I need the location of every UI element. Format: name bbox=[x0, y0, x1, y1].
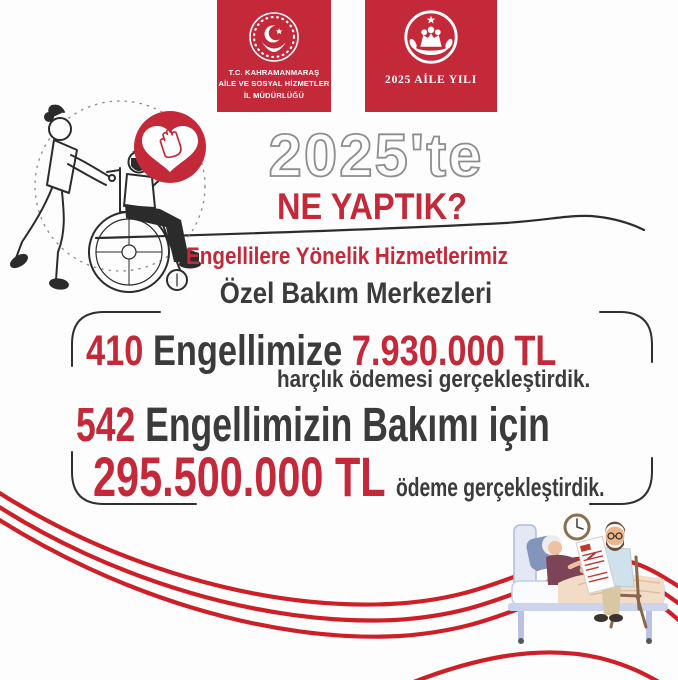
stat3-amount: 295.500.000 TL bbox=[93, 445, 386, 508]
ministry-name-line1: T.C. KAHRAMANMARAŞ bbox=[228, 68, 320, 77]
title-2025te-text: 2025'te bbox=[268, 122, 484, 189]
section-subtitle: Engellilere Yönelik Hizmetlerimiz bbox=[186, 243, 508, 270]
ministry-header-block bbox=[217, 0, 331, 112]
stat2-count: 542 bbox=[76, 399, 136, 452]
title-question: NE YAPTIK? bbox=[277, 186, 467, 227]
stat1-amount: 7.930.000 TL bbox=[351, 327, 557, 375]
ministry-name-line3: İL MÜDÜRLÜĞÜ bbox=[243, 90, 305, 100]
stat2-label: Engellimizin Bakımı için bbox=[145, 399, 550, 452]
ministry-emblem-icon bbox=[248, 10, 300, 64]
family-year-header-block bbox=[365, 0, 497, 112]
stat-line-3 bbox=[93, 444, 604, 509]
stat1-count: 410 bbox=[86, 327, 144, 375]
stat3-note: ödeme gerçekleştirdik. bbox=[395, 472, 605, 502]
section-heading: Özel Bakım Merkezleri bbox=[219, 277, 493, 310]
clock-icon bbox=[565, 515, 589, 539]
family-year-label: 2025 AİLE YILI bbox=[385, 74, 477, 86]
ministry-name-line2: AİLE VE SOSYAL HİZMETLER bbox=[218, 79, 330, 89]
patient-bed-illustration bbox=[500, 505, 678, 655]
stat-line-1-note: harçlık ödemesi gerçekleştirdik. bbox=[276, 366, 590, 393]
family-year-logo-icon bbox=[400, 8, 462, 70]
title-2025te bbox=[0, 116, 678, 192]
stat1-label: Engellimize bbox=[152, 327, 343, 375]
wave-line bbox=[380, 652, 678, 680]
